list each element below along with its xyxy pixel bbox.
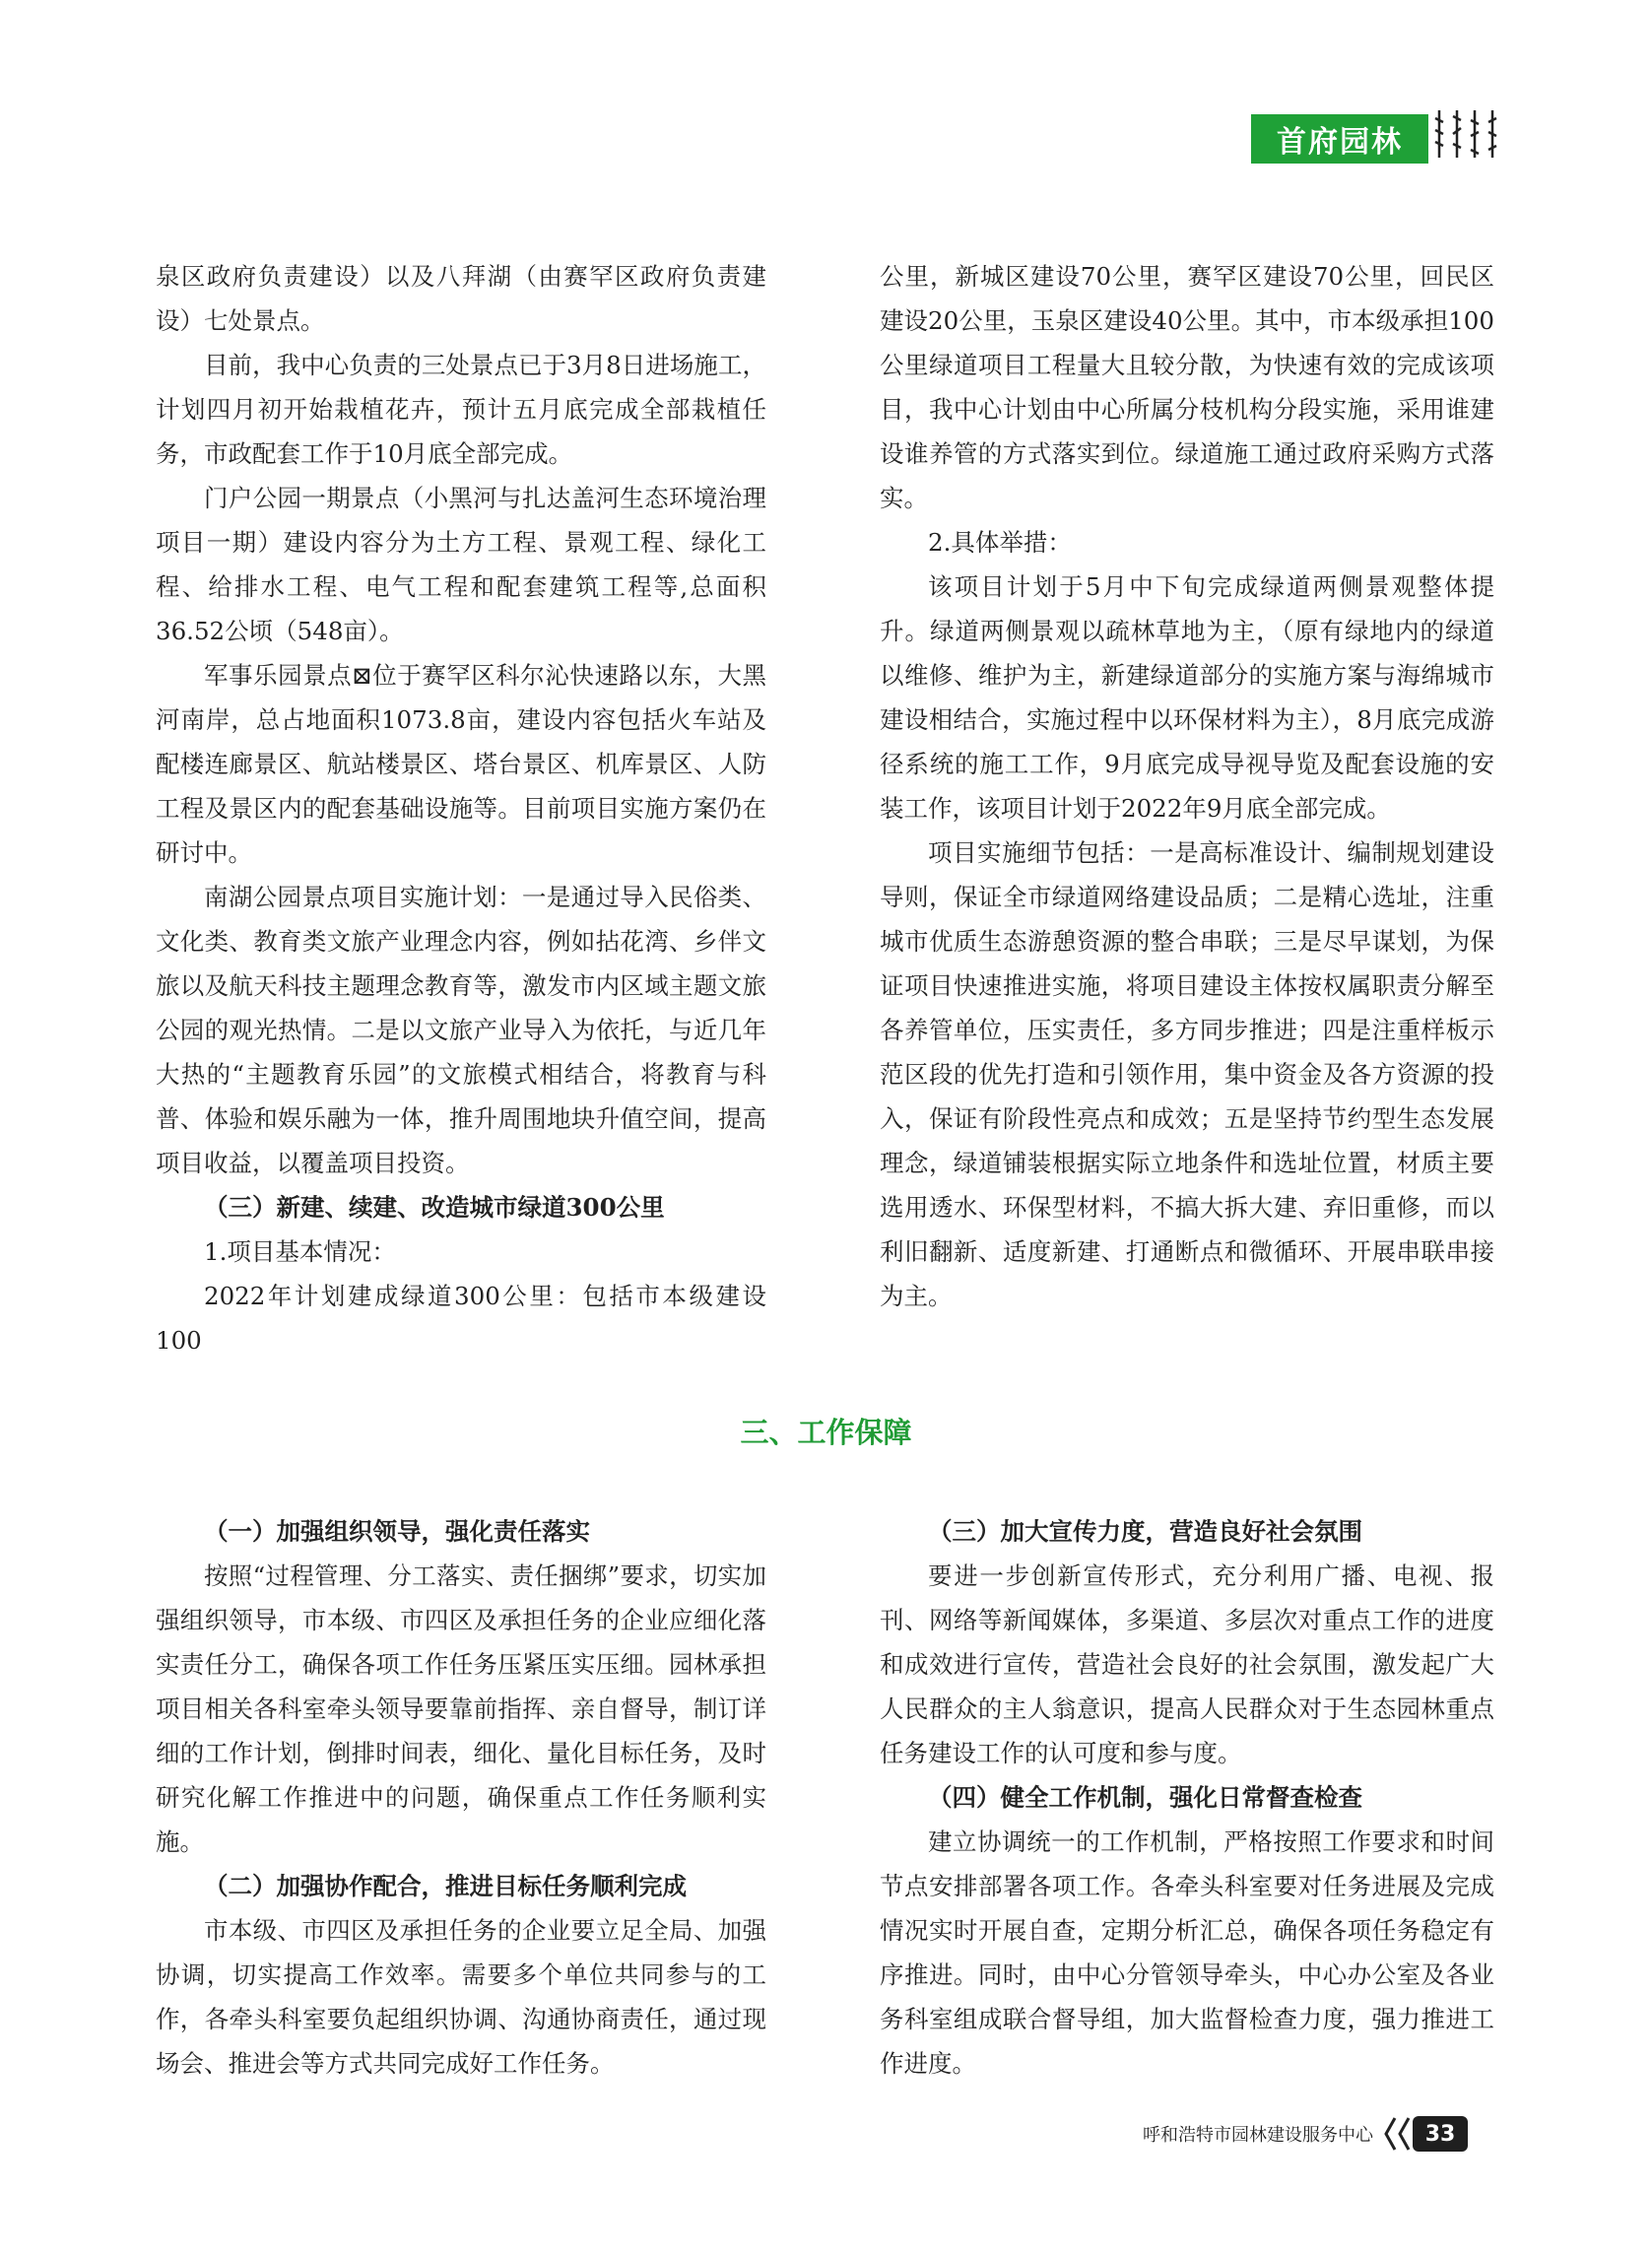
paragraph-mechanism: 建立协调统一的工作机制，严格按照工作要求和时间节点安排部署各项工作。各牵头科室要对任务进展及完成情况实时开展自查，定期分析汇总，确保各项任务稳定有序推进。同时，由中心分管领导牵头，中心办公室及各业务科室组成联合督导组，加大监督检查力度，强力推进工作进度。 [880, 1827, 1494, 2078]
magazine-logo: 首府园林 [1251, 114, 1428, 164]
mongolian-script-caption [1433, 108, 1498, 169]
bottom-left-column [156, 1509, 766, 2086]
section-heading: 三、工作保障 [740, 1416, 912, 1449]
paragraph-continuation: 泉区政府负责建设）以及八拜湖（由赛罕区政府负责建设）七处景点。 [156, 262, 766, 335]
subsection-heading-cooperation: （二）加强协作配合，推进目标任务顺利完成 [204, 1872, 687, 1900]
mongolian-script-glyph-4 [1487, 108, 1498, 160]
bottom-right-column [880, 1509, 1494, 2086]
mongolian-script-glyph-3 [1469, 108, 1481, 160]
chevron-left-icon [1397, 2116, 1411, 2152]
paragraph-publicity: 要进一步创新宣传形式，充分利用广播、电视、报刊、网络等新闻媒体，多渠道、多层次对重点工作的进度和成效进行宣传，营造社会良好的社会氛围，激发起广大人民群众的主人翁意识，提高人民群众对于生态园林重点任务建设工作的认可度和参与度。 [880, 1561, 1494, 1767]
paragraph-gateway-park: 门户公园一期景点（小黑河与扎达盖河生态环境治理项目一期）建设内容分为土方工程、景观工程、绿化工程、给排水工程、电气工程和配套建筑工程等,总面积36.52公顷（548亩）。 [156, 484, 766, 645]
page-number-badge [1383, 2116, 1468, 2152]
top-left-column [156, 254, 766, 1362]
paragraph-greenway-schedule: 该项目计划于5月中下旬完成绿道两侧景观整体提升。绿道两侧景观以疏林草地为主，（原有绿地内的绿道以维修、维护为主，新建绿道部分的实施方案与海绵城市建设相结合，实施过程中以环保材料为主），8月底完成游径系统的施工工作，9月底完成导视导览及配套设施的安装工作，该项目计划于2022年9月底全部完成。 [880, 572, 1494, 823]
paragraph-greenway-plan: 2022年计划建成绿道300公里：包括市本级建设100 [156, 1282, 766, 1355]
paragraph-schedule: 目前，我中心负责的三处景点已于3月8日进场施工，计划四月初开始栽植花卉，预计五月底完成全部栽植任务，市政配套工作于10月底全部完成。 [156, 351, 766, 468]
list-label-basic-info: 1.项目基本情况： [204, 1237, 396, 1266]
paragraph-greenway-distribution: 公里，新城区建设70公里，赛罕区建设70公里，回民区建设20公里，玉泉区建设40公里。其中，市本级承担100公里绿道项目工程量大且较分散，为快速有效的完成该项目，我中心计划由中心所属分枝机构分段实施，采用谁建设谁养管的方式落实到位。绿道施工通过政府采购方式落实。 [880, 262, 1494, 512]
paragraph-south-lake-park: 南湖公园景点项目实施计划：一是通过导入民俗类、文化类、教育类文旅产业理念内容，例如拈花湾、乡伴文旅以及航天科技主题理念教育等，激发市内区域主题文旅公园的观光热情。二是以文旅产业导入为依托，与近几年大热的“主题教育乐园”的文旅模式相结合，将教育与科普、体验和娱乐融为一体，推升周围地块升值空间，提高项目收益，以覆盖项目投资。 [156, 883, 766, 1177]
subsection-heading-leadership: （一）加强组织领导，强化责任落实 [204, 1517, 590, 1546]
page-footer [1143, 2116, 1468, 2152]
subsection-heading-publicity: （三）加大宣传力度，营造良好社会氛围 [928, 1517, 1362, 1546]
chevron-left-icon [1383, 2116, 1397, 2152]
subsection-heading-greenway: （三）新建、续建、改造城市绿道300公里 [204, 1193, 665, 1222]
page-number: 33 [1413, 2116, 1468, 2152]
top-right-column [880, 254, 1494, 1318]
paragraph-cooperation: 市本级、市四区及承担任务的企业要立足全局、加强协调，切实提高工作效率。需要多个单位共同参与的工作，各牵头科室要负起组织协调、沟通协商责任，通过现场会、推进会等方式共同完成好工作任务。 [156, 1916, 766, 2078]
mongolian-script-glyph-1 [1433, 108, 1445, 160]
paragraph-implementation-details: 项目实施细节包括：一是高标准设计、编制规划建设导则，保证全市绿道网络建设品质；二是精心选址，注重城市优质生态游憩资源的整合串联；三是尽早谋划，为保证项目快速推进实施，将项目建设主体按权属职责分解至各养管单位，压实责任，多方同步推进；四是注重样板示范区段的优先打造和引领作用，集中资金及各方资源的投入，保证有阶段性亮点和成效；五是坚持节约型生态发展理念，绿道铺装根据实际立地条件和选址位置，材质主要选用透水、环保型材料，不搞大拆大建、弃旧重修，而以利旧翻新、适度新建、打通断点和微循环、开展串联串接为主。 [880, 838, 1494, 1310]
mongolian-script-glyph-2 [1451, 108, 1463, 160]
paragraph-military-park: 军事乐园景点⊠位于赛罕区科尔沁快速路以东，大黑河南岸，总占地面积1073.8亩，建设内容包括火车站及配楼连廊景区、航站楼景区、塔台景区、机库景区、人防工程及景区内的配套基础设施等。目前项目实施方案仍在研讨中。 [156, 661, 766, 867]
paragraph-leadership: 按照“过程管理、分工落实、责任捆绑”要求，切实加强组织领导，市本级、市四区及承担任务的企业应细化落实责任分工，确保各项工作任务压紧压实压细。园林承担项目相关各科室牵头领导要靠前指挥、亲自督导，制订详细的工作计划，倒排时间表，细化、量化目标任务，及时研究化解工作推进中的问题，确保重点工作任务顺利实施。 [156, 1561, 766, 1856]
footer-organization: 呼和浩特市园林建设服务中心 [1143, 2125, 1373, 2146]
list-label-measures: 2.具体举措： [928, 528, 1072, 557]
subsection-heading-mechanism: （四）健全工作机制，强化日常督查检查 [928, 1783, 1362, 1812]
